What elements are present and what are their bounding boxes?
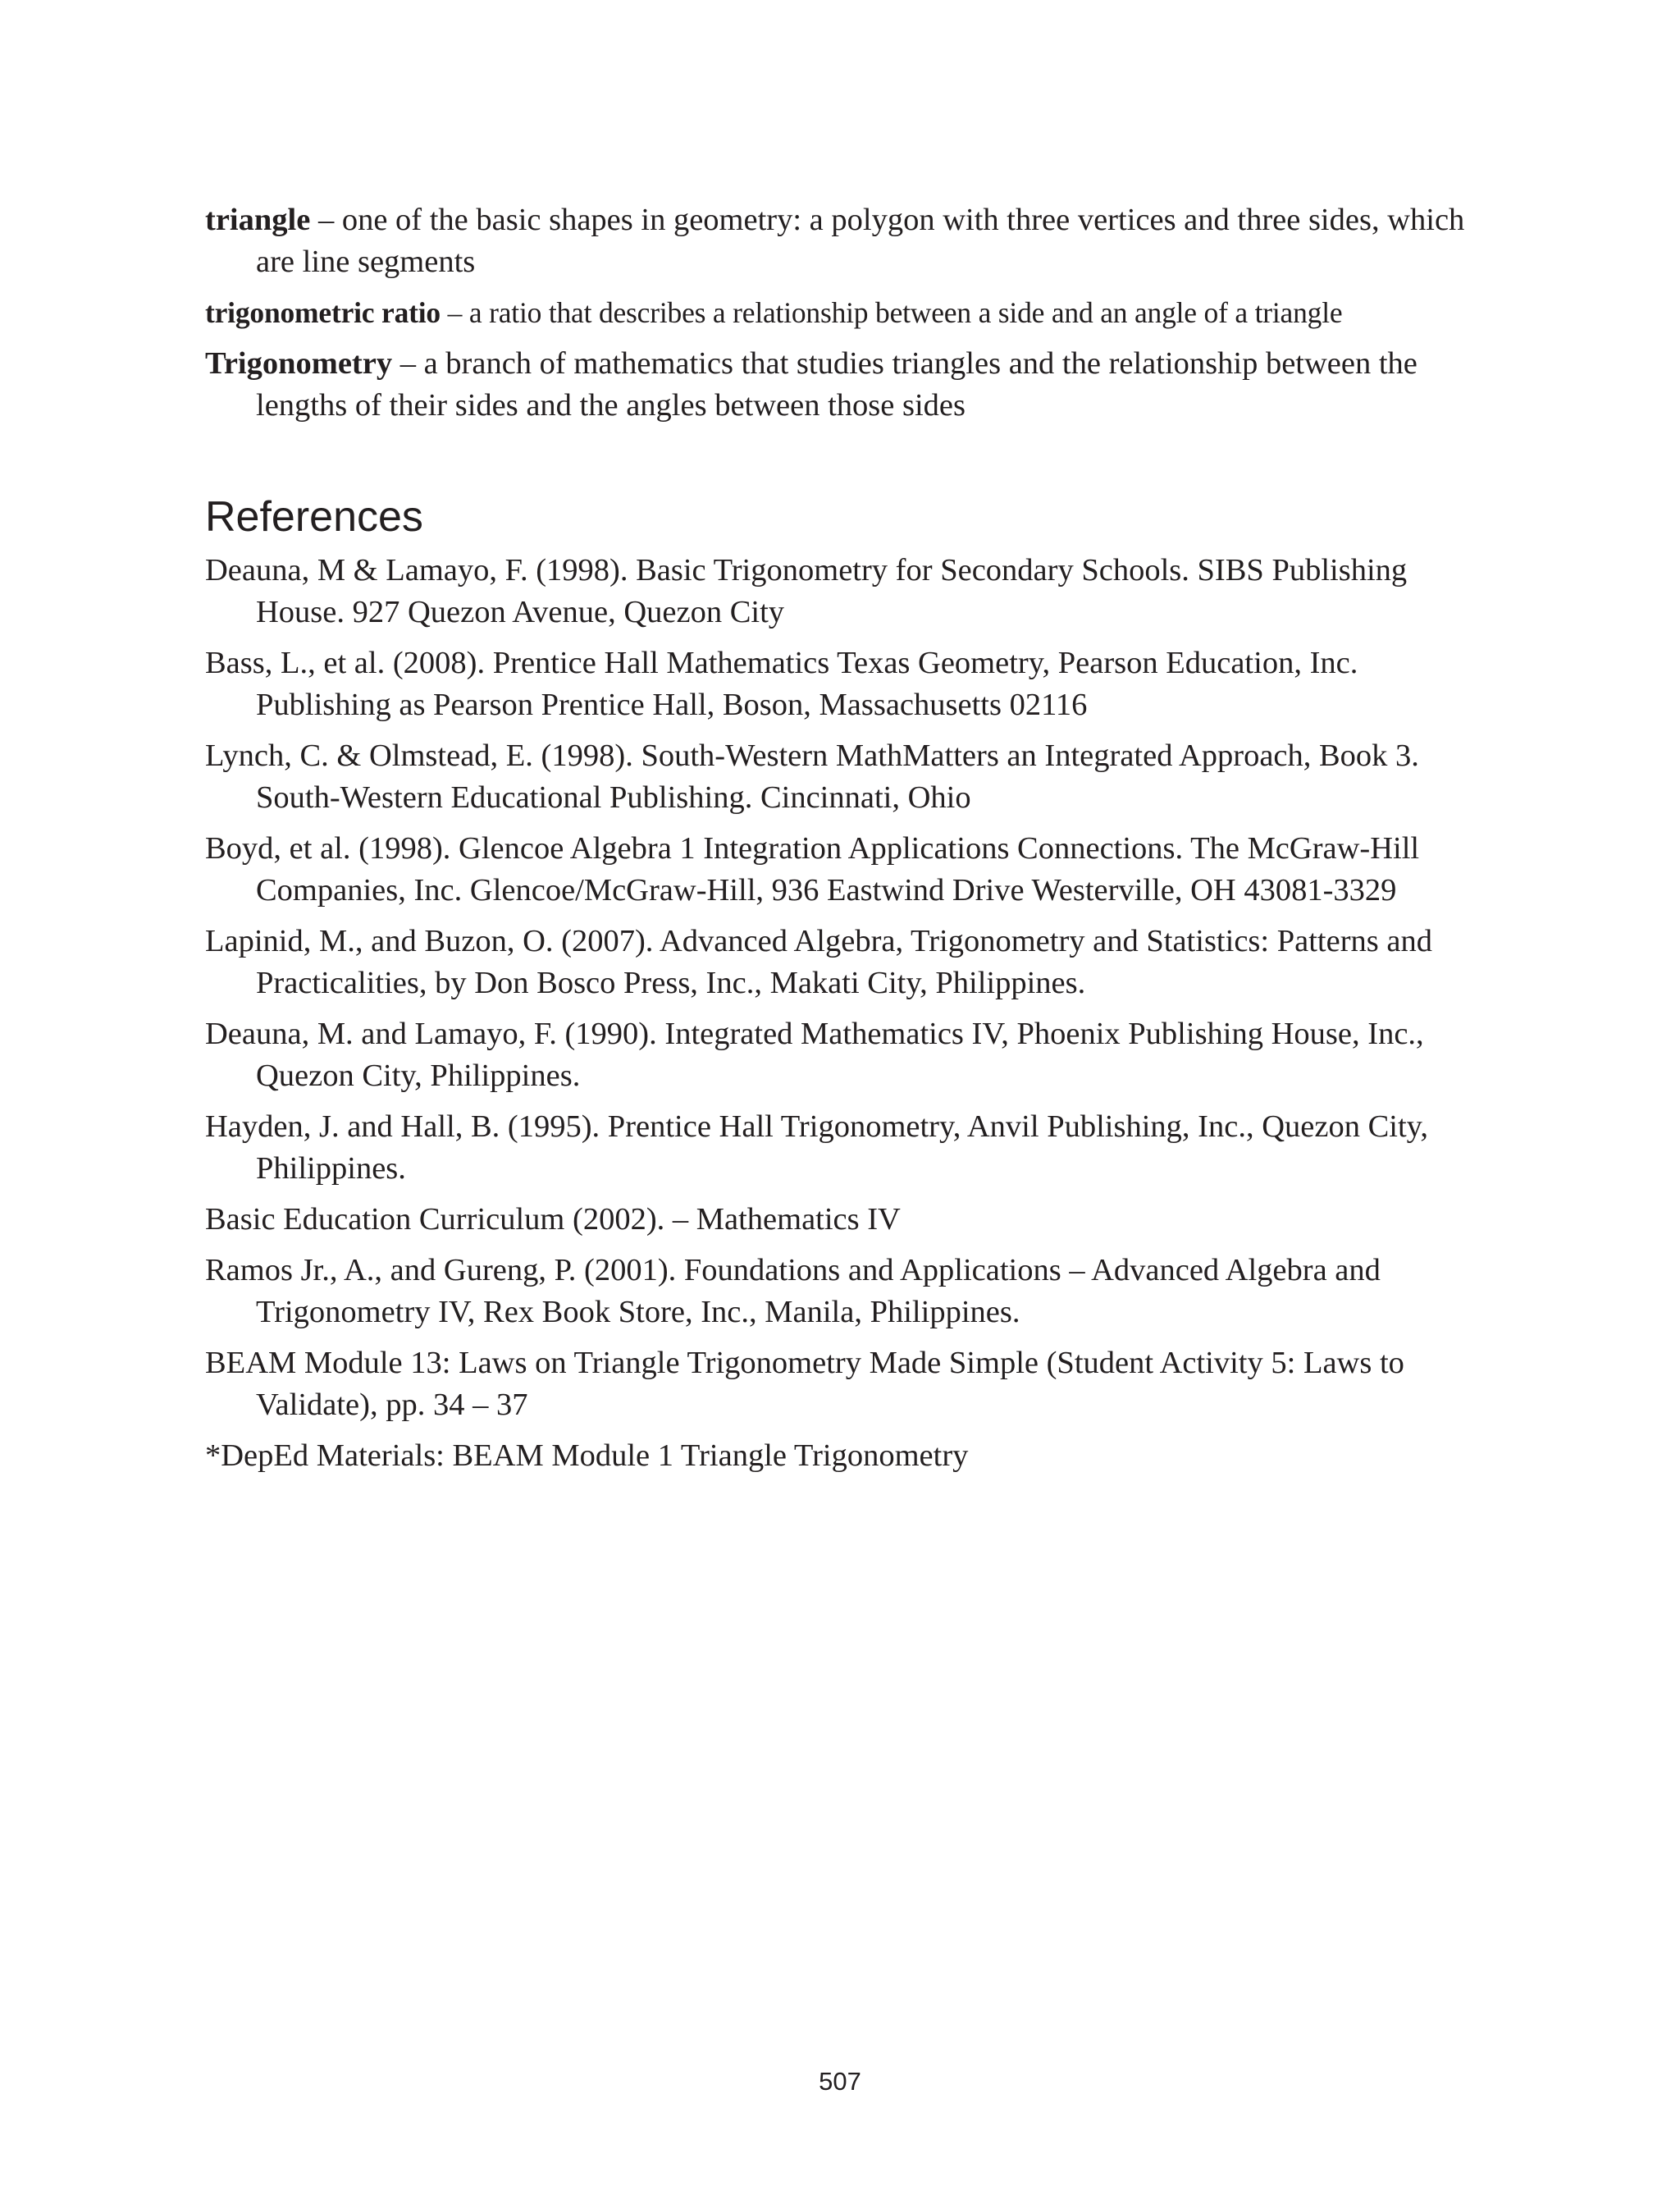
- references-heading: References: [205, 493, 423, 541]
- references-list: [205, 550, 1485, 1477]
- glossary-definition: – one of the basic shapes in geometry: a polygon with three vertices and three sides, which are line segments: [256, 203, 1465, 279]
- reference-item: Lynch, C. & Olmstead, E. (1998). South-Western MathMatters an Integrated Approach, Book 3. South-Western Educational Publishing. Cincinnati, Ohio: [205, 738, 1419, 815]
- reference-item: Bass, L., et al. (2008). Prentice Hall Mathematics Texas Geometry, Pearson Education, Inc. Publishing as Pearson Prentice Hall, Boson, Massachusetts 02116: [205, 646, 1358, 722]
- glossary-term: triangle: [205, 203, 311, 237]
- glossary-term: Trigonometry: [205, 346, 393, 381]
- glossary-entry-trigonometric-ratio: [205, 292, 1485, 334]
- reference-item: BEAM Module 13: Laws on Triangle Trigonometry Made Simple (Student Activity 5: Laws to Validate), pp. 34 – 37: [205, 1346, 1404, 1422]
- reference-item: Lapinid, M., and Buzon, O. (2007). Advanced Algebra, Trigonometry and Statistics: Patterns and Practicalities, by Don Bosco Press, Inc., Makati City, Philippines.: [205, 924, 1432, 1000]
- reference-item: Deauna, M & Lamayo, F. (1998). Basic Trigonometry for Secondary Schools. SIBS Publishing House. 927 Quezon Avenue, Quezon City: [205, 553, 1408, 629]
- reference-item: Ramos Jr., A., and Gureng, P. (2001). Foundations and Applications – Advanced Algebra and Trigonometry IV, Rex Book Store, Inc., Manila, Philippines.: [205, 1253, 1381, 1329]
- glossary-section: [205, 199, 1485, 427]
- glossary-term: trigonometric ratio: [205, 296, 441, 329]
- page-content: [205, 199, 1485, 1486]
- reference-item: Hayden, J. and Hall, B. (1995). Prentice Hall Trigonometry, Anvil Publishing, Inc., Quezon City, Philippines.: [205, 1109, 1429, 1186]
- glossary-definition: – a ratio that describes a relationship between a side and an angle of a triangle: [440, 296, 1343, 329]
- reference-item: Deauna, M. and Lamayo, F. (1990). Integrated Mathematics IV, Phoenix Publishing House, Inc., Quezon City, Philippines.: [205, 1017, 1424, 1093]
- reference-item: Boyd, et al. (1998). Glencoe Algebra 1 Integration Applications Connections. The McGraw-Hill Companies, Inc. Glencoe/McGraw-Hill, 936 Eastwind Drive Westerville, OH 43081-3329: [205, 831, 1420, 908]
- reference-item: *DepEd Materials: BEAM Module 1 Triangle Trigonometry: [205, 1438, 969, 1473]
- page-number: 507: [819, 2067, 861, 2096]
- glossary-definition: – a branch of mathematics that studies triangles and the relationship between the lengths of their sides and the angles between those sides: [256, 346, 1418, 423]
- glossary-entry-triangle: [205, 199, 1485, 283]
- reference-item: Basic Education Curriculum (2002). – Mathematics IV: [205, 1202, 901, 1237]
- glossary-entry-trigonometry: [205, 343, 1485, 427]
